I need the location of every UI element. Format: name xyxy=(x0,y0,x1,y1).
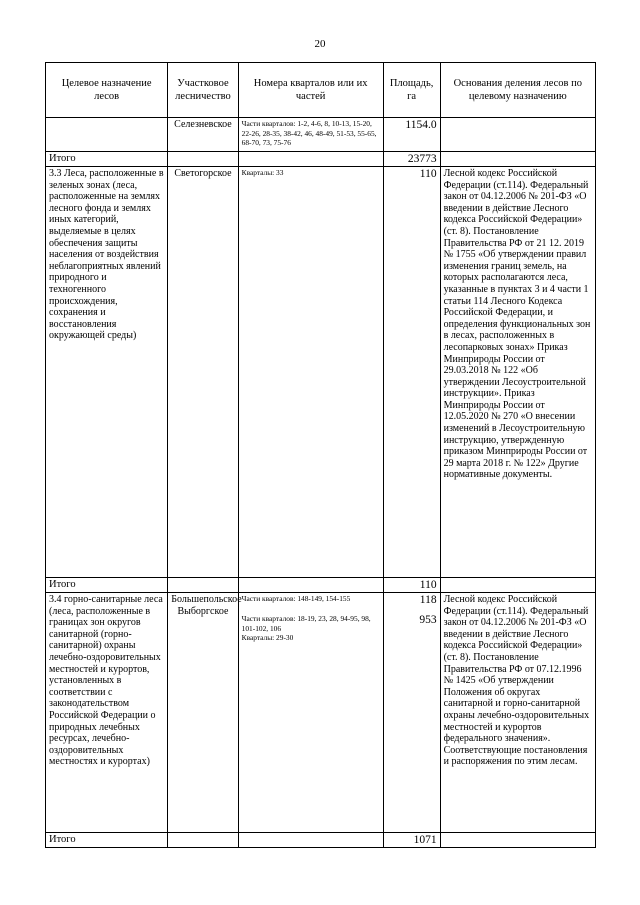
header-area: Площадь, га xyxy=(383,63,440,118)
area-vyborgskoe: 953 xyxy=(419,614,437,626)
total-area: 1071 xyxy=(383,833,440,848)
table-row xyxy=(46,118,596,152)
header-purpose: Целевое назначение лесов xyxy=(46,63,168,118)
purpose-cell xyxy=(46,118,168,152)
forestry-cell xyxy=(168,593,242,833)
area-bolshepolskoe: 118 xyxy=(419,594,437,606)
area-cell: 1154.0 xyxy=(383,118,440,152)
table-row xyxy=(46,593,596,833)
table-header-row xyxy=(46,63,596,118)
quarters-cell: Части кварталов: 1-2, 4-6, 8, 10-13, 15-20, 22-26, 28-35, 38-42, 46, 48-49, 51-53, 55-65, 68-70, 73, 75-76 xyxy=(238,118,383,152)
total-label: Итого xyxy=(46,578,168,593)
area-cell: 110 xyxy=(383,167,440,578)
total-area: 110 xyxy=(383,578,440,593)
quarters-vyborgskoe: Части кварталов: 18-19, 23, 28, 94-95, 98, 101-102, 106 xyxy=(241,614,371,633)
quarters-cell: Кварталы: 33 xyxy=(238,167,383,578)
forestry-bolshepolskoe: Большепольское xyxy=(171,594,242,605)
basis-cell: Лесной кодекс Российской Федерации (ст.114). Федеральный закон от 04.12.2006 № 201-ФЗ «О введении в действие Лесного кодекса Российской Федерации» (ст. 8). Постановление Правительства РФ от 21 12. 2019 № 1755 «Об утверждении правил изменения границ земель, на которых располагаются леса, указанные в пунктах 3 и 4 части 1 статьи 114 Лесного Кодекса Российской Федерации, и определения функциональных зон в лесах, расположенных в лесопарковых зонах» Приказ Минприроды России от 29.03.2018 № 122 «Об утверждении Лесоустроительной инструкции». Приказ Минприроды России от 12.05.2020 № 270 «О внесении изменений в Лесоустроительную инструкцию, утвержденную приказом Минприроды России от 29 марта 2018 г. № 122» Другие нормативные документы. xyxy=(440,167,595,578)
forestry-cell: Селезневское xyxy=(168,118,238,152)
total-area: 23773 xyxy=(383,152,440,167)
basis-cell xyxy=(440,118,595,152)
total-label: Итого xyxy=(46,833,168,848)
total-label: Итого xyxy=(46,152,168,167)
header-basis: Основания деления лесов по целевому назначению xyxy=(440,63,595,118)
total-row xyxy=(46,152,596,167)
area-cell xyxy=(383,593,440,833)
forest-purpose-table xyxy=(45,62,596,848)
header-quarters: Номера кварталов или их частей xyxy=(238,63,383,118)
total-row xyxy=(46,833,596,848)
forestry-cell: Светогорское xyxy=(168,167,238,578)
basis-cell: Лесной кодекс Российской Федерации (ст.114). Федеральный закон от 04.12.2006 № 201-ФЗ «О введении в действие Лесного кодекса Российской Федерации» (ст. 8). Постановление Правительства РФ от 07.12.1996 № 1425 «Об утверждении Положения об округах санитарной и горно-санитарной охраны лечебно-оздоровительных местностей и курортов федерального значения». Соответствующие постановления и распоряжения по этим лесам. xyxy=(440,593,595,833)
quarters-vyborgskoe-full: Кварталы: 29-30 xyxy=(241,633,294,642)
header-forestry: Участковое лесничество xyxy=(168,63,238,118)
quarters-cell xyxy=(238,593,383,833)
table-row xyxy=(46,167,596,578)
quarters-bolshepolskoe: Части кварталов: 148-149, 154-155 xyxy=(241,594,351,603)
forestry-vyborgskoe: Выборгское xyxy=(177,605,229,617)
total-row xyxy=(46,578,596,593)
purpose-cell: 3.3 Леса, расположенные в зеленых зонах (леса, расположенные на землях лесного фонда и землях иных категорий, выделяемые в целях обеспечения защиты населения от воздействия неблагоприятных явлений природного и техногенного происхождения, сохранения и восстановления окружающей среды) xyxy=(46,167,168,578)
purpose-cell: 3.4 горно-санитарные леса (леса, расположенные в границах зон округов санитарной (горно-санитарной) охраны лечебно-оздоровительных местностей и курортов, установленных в соответствии с законодательством Российской Федерации о природных лечебных ресурсах, лечебно-оздоровительных местностях и курортах) xyxy=(46,593,168,833)
page-number: 20 xyxy=(314,38,326,50)
